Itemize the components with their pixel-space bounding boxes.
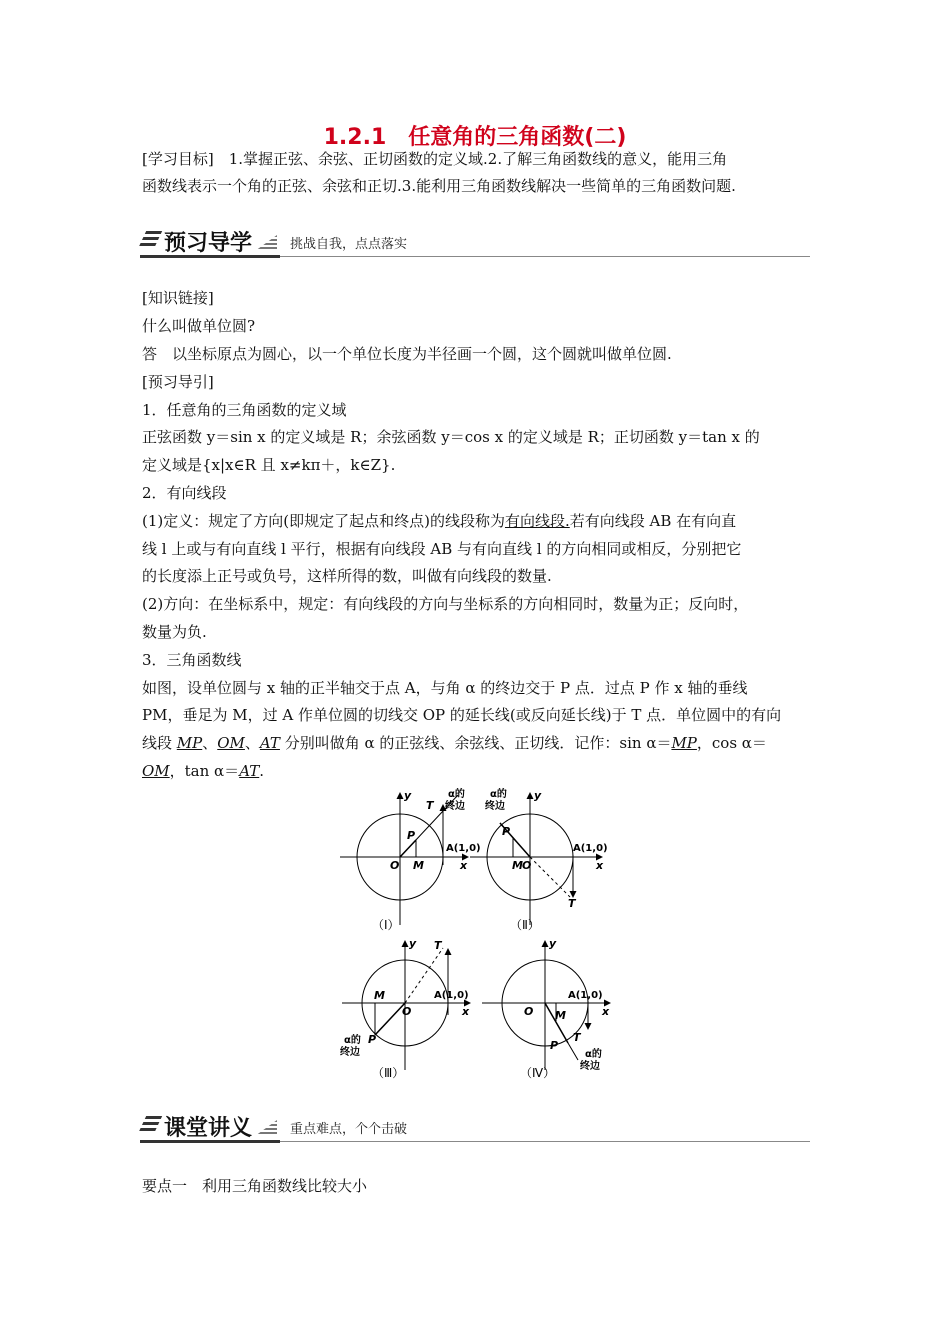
section-1-line-1: 正弦函数 y＝sin x 的定义域是 R；余弦函数 y＝cos x 的定义域是 R；正切函数 y＝tan x 的 — [142, 428, 760, 446]
label-a: A(1,0) — [446, 843, 481, 854]
banner-title-box — [140, 1110, 280, 1143]
label-y: y — [549, 937, 557, 950]
label-alpha-2: 终边 — [340, 1047, 360, 1058]
section-3-title: 3．三角函数线 — [142, 651, 242, 669]
label-o: O — [522, 859, 532, 872]
stripes-icon — [138, 1116, 162, 1134]
label-p: P — [550, 1039, 559, 1052]
banner-rule — [280, 256, 810, 257]
label-p: P — [502, 825, 511, 838]
label-alpha-2: 终边 — [580, 1061, 600, 1072]
underlined-term: 有向线段. — [504, 512, 570, 530]
banner-rule — [280, 1141, 810, 1142]
section-2-title: 2．有向线段 — [142, 484, 227, 502]
segment-mp: MP — [671, 734, 697, 752]
knowledge-question: 什么叫做单位圆? — [142, 317, 256, 335]
text-span: ，tan α＝ — [169, 762, 240, 780]
label-m: M — [374, 989, 385, 1002]
figure-panel-2 — [470, 787, 608, 932]
preview-heading: [预习导引] — [142, 373, 214, 391]
section-3-line-3 — [142, 733, 822, 753]
section-banner-preview — [140, 225, 810, 265]
label-m: M — [555, 1009, 566, 1022]
figure-panel-1 — [340, 787, 481, 932]
caption-2: （Ⅱ） — [510, 918, 540, 932]
segment-mp: MP — [176, 734, 203, 752]
caption-3: （Ⅲ） — [372, 1066, 405, 1080]
figure-panel-4 — [482, 937, 610, 1080]
label-y: y — [534, 789, 542, 802]
objectives-line-2: 函数线表示一个角的正弦、余弦和正切.3.能利用三角函数线解决一些简单的三角函数问题. — [142, 177, 736, 195]
text-span: ，cos α＝ — [696, 734, 767, 752]
label-alpha-2: 终边 — [445, 801, 465, 812]
label-y: y — [404, 789, 412, 802]
label-m: M — [512, 859, 523, 872]
banner-subtitle: 重点难点，个个击破 — [290, 1122, 408, 1137]
section-banner-lecture — [140, 1110, 810, 1150]
label-o: O — [524, 1005, 534, 1018]
label-t: T — [573, 1031, 581, 1044]
label-t: T — [426, 799, 434, 812]
text-span: 分别叫做角 α 的正弦线、余弦线、正切线．记作：sin α＝ — [279, 734, 672, 752]
section-3-line-2: PM，垂足为 M，过 A 作单位圆的切线交 OP 的延长线(或反向延长线)于 T 点．单位圆中的有向 — [142, 706, 782, 724]
label-a: A(1,0) — [573, 843, 608, 854]
banner-title-box — [140, 225, 280, 258]
section-2-line-5: 数量为负. — [142, 623, 207, 641]
caption-4: （Ⅳ） — [520, 1066, 556, 1080]
page-title: 1.2.1 任意角的三角函数(二) — [323, 125, 627, 150]
knowledge-answer: 答 以坐标原点为圆心，以一个单位长度为半径画一个圆，这个圆就叫做单位圆. — [142, 345, 672, 363]
text-span: 、 — [244, 734, 260, 752]
key-point-1: 要点一 利用三角函数线比较大小 — [142, 1177, 368, 1195]
label-o: O — [390, 859, 400, 872]
label-a: A(1,0) — [568, 990, 603, 1001]
caption-1: （Ⅰ） — [372, 918, 400, 932]
text-span: . — [259, 762, 264, 780]
segment-om: OM — [217, 734, 245, 752]
section-1-line-2: 定义域是{x|x∈R 且 x≠kπ＋，k∈Z}. — [142, 456, 396, 474]
label-o: O — [402, 1005, 412, 1018]
segment-om: OM — [142, 762, 170, 780]
section-1-title: 1．任意角的三角函数的定义域 — [142, 401, 347, 419]
triangle-icon — [255, 1120, 277, 1136]
label-p: P — [368, 1033, 377, 1046]
section-2-line-4: (2)方向：在坐标系中，规定：有向线段的方向与坐标系的方向相同时，数量为正；反向时， — [142, 595, 749, 613]
segment-at: AT — [259, 734, 280, 752]
label-alpha-1: α的 — [344, 1035, 361, 1046]
label-x: x — [596, 859, 604, 872]
text-span: 线段 — [142, 734, 177, 752]
banner-title: 课堂讲义 — [164, 1116, 253, 1141]
label-p: P — [407, 829, 416, 842]
label-t: T — [434, 939, 442, 952]
label-t: T — [568, 897, 576, 910]
text-span: 、 — [202, 734, 218, 752]
knowledge-heading: [知识链接] — [142, 289, 214, 307]
label-a: A(1,0) — [434, 990, 469, 1001]
objectives-line-1: [学习目标] 1.掌握正弦、余弦、正切函数的定义域.2.了解三角函数线的意义，能用三角 — [142, 150, 728, 168]
trig-line-figures — [330, 785, 620, 1085]
banner-subtitle: 挑战自我，点点落实 — [290, 237, 408, 252]
section-2-line-2: 线 l 上或与有向直线 l 平行，根据有向线段 AB 与有向直线 l 的方向相同或相反，分别把它 — [142, 540, 742, 558]
figure-panel-3 — [340, 937, 470, 1080]
text-span: (1)定义：规定了方向(即规定了起点和终点)的线段称为 — [142, 512, 505, 530]
label-m: M — [413, 859, 424, 872]
label-x: x — [602, 1005, 610, 1018]
label-x: x — [462, 1005, 470, 1018]
label-alpha-2: 终边 — [485, 801, 505, 812]
section-2-line-3: 的长度添上正号或负号，这样所得的数，叫做有向线段的数量. — [142, 567, 552, 585]
label-y: y — [409, 937, 417, 950]
segment-at: AT — [239, 762, 260, 780]
label-x: x — [460, 859, 468, 872]
section-3-line-4 — [142, 761, 822, 781]
label-alpha-1: α的 — [448, 789, 465, 800]
banner-title: 预习导学 — [164, 231, 253, 256]
triangle-icon — [255, 235, 277, 251]
section-2-line-1 — [142, 511, 822, 531]
label-alpha-1: α的 — [585, 1049, 602, 1060]
text-span: 若有向线段 AB 在有向直 — [569, 512, 737, 530]
label-alpha-1: α的 — [490, 789, 507, 800]
section-3-line-1: 如图，设单位圆与 x 轴的正半轴交于点 A，与角 α 的终边交于 P 点．过点 P 作 x 轴的垂线 — [142, 679, 748, 697]
stripes-icon — [138, 231, 162, 249]
